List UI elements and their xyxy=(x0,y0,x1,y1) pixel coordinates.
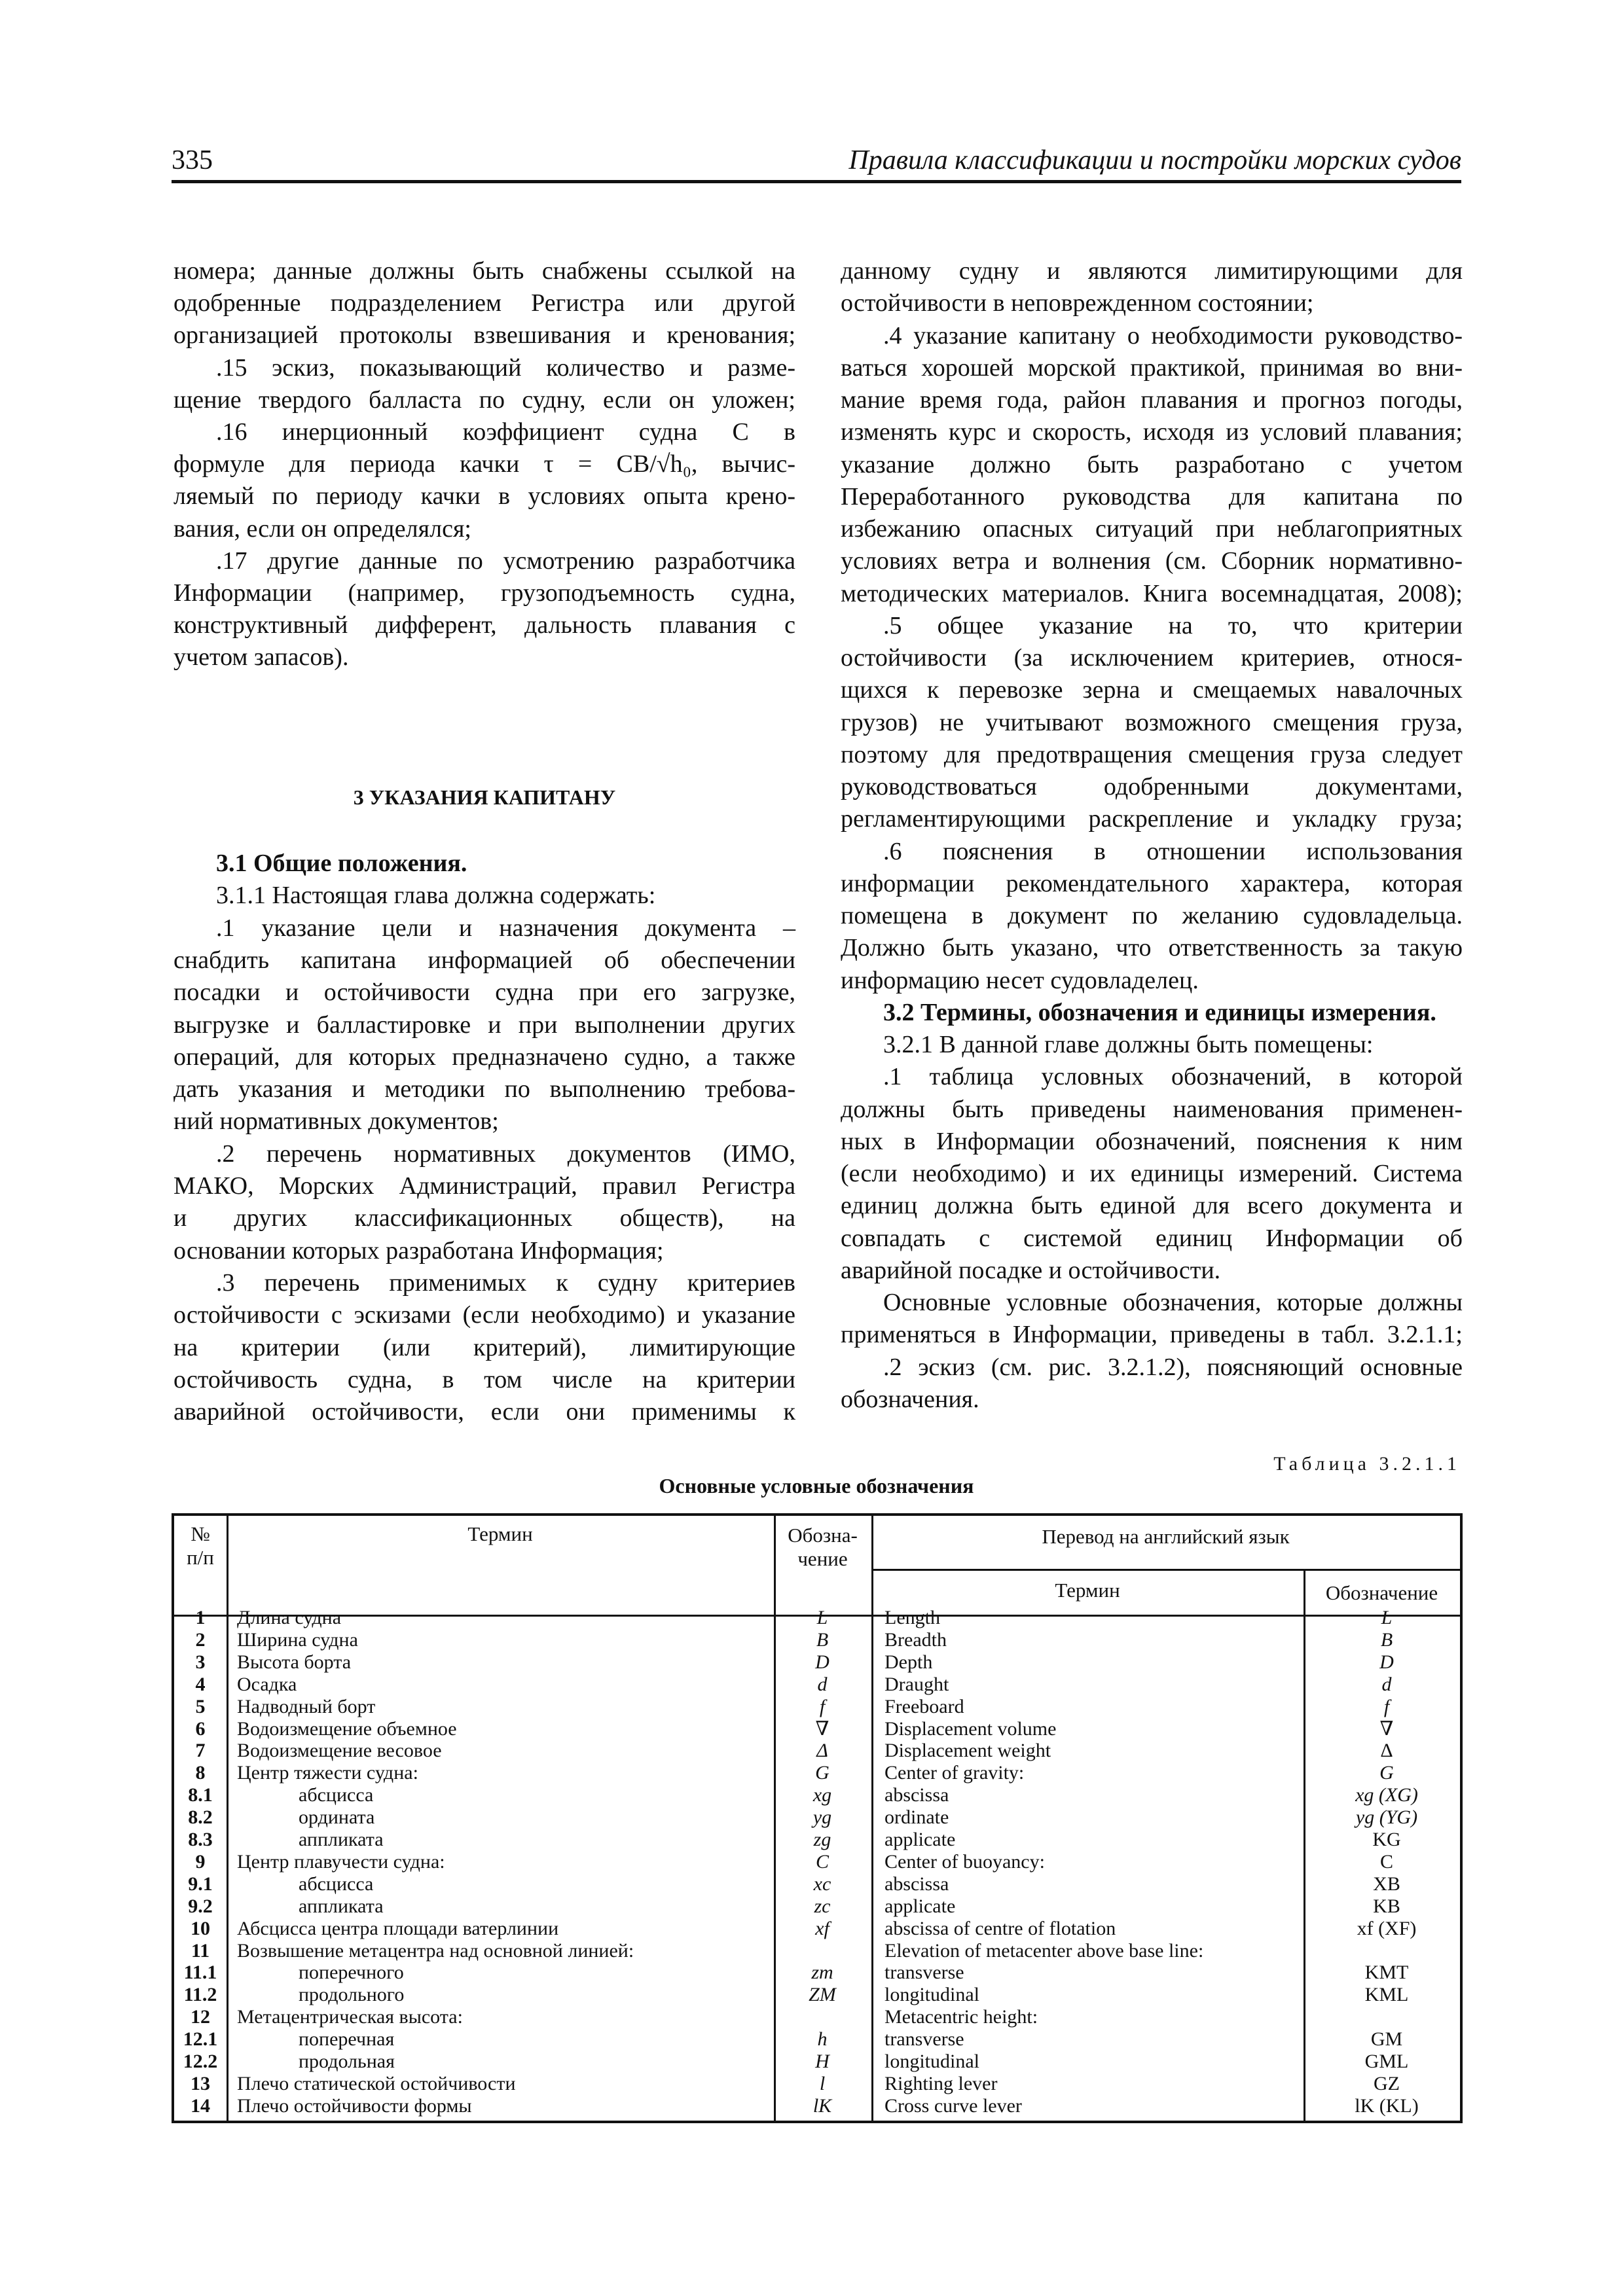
table-cell: l xyxy=(819,2072,826,2094)
table-cell: Depth xyxy=(884,1651,933,1673)
table-cell: KG xyxy=(1372,1829,1401,1850)
text-line: информацию несет судовладелец. xyxy=(841,966,1199,994)
text-line: указание должно быть разработано с учетом xyxy=(841,450,1463,478)
text-line: условиях ветра и волнения (см. Сборник нормативно- xyxy=(841,547,1463,575)
text-line: организацией протоколы взвешивания и кренования; xyxy=(173,321,795,350)
text-line: одобренные подразделением Регистра или другой xyxy=(173,289,795,317)
text-line: остойчивости в неповрежденном состоянии; xyxy=(841,289,1314,317)
table-cell: Осадка xyxy=(237,1673,297,1695)
table-cell: GZ xyxy=(1374,2072,1400,2094)
header-num-line1: № xyxy=(191,1522,210,1545)
table-cell: G xyxy=(1379,1762,1394,1784)
text-line: регламентирующими раскрепление и укладку груза; xyxy=(841,805,1463,833)
table-label: Таблица 3.2.1.1 xyxy=(1273,1453,1461,1475)
text-line: щение твердого балласта по судну, если он уложен; xyxy=(173,386,795,414)
table-cell: GM xyxy=(1370,2028,1403,2051)
text-line: информации рекомендательного характера, которая xyxy=(841,869,1463,897)
table-cell: G xyxy=(815,1762,830,1784)
header-symbol xyxy=(774,1524,871,1571)
text-line: .15 эскиз, показывающий количество и разме- xyxy=(216,353,795,382)
text-line: избежанию опасных ситуаций при неблагоприятных xyxy=(841,515,1463,543)
table-cell: xc xyxy=(813,1873,831,1895)
table-cell: KB xyxy=(1373,1895,1400,1917)
table-cell: продольная xyxy=(299,2051,395,2072)
text-line: Переработанного руководства для капитана по xyxy=(841,482,1463,511)
table-cell: KMT xyxy=(1364,1962,1409,1984)
table-cell: поперечная xyxy=(299,2028,395,2051)
table-hline xyxy=(871,1569,1460,1571)
table-cell: C xyxy=(815,1850,829,1873)
table-cell: L xyxy=(1381,1607,1393,1628)
text-line: .6 пояснения в отношении использования xyxy=(883,837,1463,865)
table-vline xyxy=(774,1516,776,2121)
table-vline xyxy=(1304,1569,1305,2121)
text-line: номера; данные должны быть снабжены ссылкой на xyxy=(173,257,795,285)
table-cell: Breadth xyxy=(884,1628,947,1651)
text-line: остойчивости (за исключением критериев, относя- xyxy=(841,644,1463,672)
table-cell: 8.3 xyxy=(188,1829,213,1850)
table-cell: 6 xyxy=(195,1717,206,1740)
text-line: грузов) не учитывают возможного смещения груза, xyxy=(841,708,1463,736)
table-cell: xg xyxy=(812,1784,832,1806)
table-cell: Center of gravity: xyxy=(884,1762,1025,1784)
table-cell: поперечного xyxy=(299,1962,404,1984)
symbols-table xyxy=(172,1513,1463,2123)
table-vline xyxy=(227,1516,228,2121)
table-cell: f xyxy=(1383,1695,1390,1717)
table-cell: applicate xyxy=(884,1895,956,1917)
table-cell: Ширина судна xyxy=(237,1628,358,1651)
table-cell: абсцисса xyxy=(299,1873,374,1895)
text-line: данному судну и являются лимитирующими для xyxy=(841,257,1463,285)
table-cell: 10 xyxy=(191,1917,210,1939)
header-term: Термин xyxy=(467,1522,533,1545)
table-cell: longitudinal xyxy=(884,2051,979,2072)
table-cell: L xyxy=(816,1607,828,1628)
table-cell: zg xyxy=(813,1829,831,1850)
text-line: единиц должна быть единой для всего документа и xyxy=(841,1192,1463,1220)
table-cell: Elevation of metacenter above base line: xyxy=(884,1939,1204,1962)
header-num-line2: п/п xyxy=(187,1546,214,1569)
text-line: .2 эскиз (см. рис. 3.2.1.2), поясняющий основные xyxy=(883,1353,1463,1381)
table-cell: Δ xyxy=(816,1740,828,1762)
table-cell: 8.2 xyxy=(188,1806,213,1829)
text-line: основании которых разработана Информация; xyxy=(173,1236,664,1265)
table-cell: аппликата xyxy=(299,1829,384,1850)
table-cell: zm xyxy=(811,1962,833,1984)
table-cell: Displacement weight xyxy=(884,1740,1051,1762)
table-cell: abscissa xyxy=(884,1873,949,1895)
text-line: формуле для периода качки τ = CB/√h₀, вычис- xyxy=(173,450,795,478)
table-cell: d xyxy=(1381,1673,1392,1695)
text-line: обозначения. xyxy=(841,1385,979,1413)
text-line: конструктивный дифферент, дальность плавания с xyxy=(173,611,795,639)
table-cell: ордината xyxy=(299,1806,375,1829)
text-line: помещена в документ по желанию судовладельца. xyxy=(841,902,1463,929)
text-line: .4 указание капитану о необходимости руководство- xyxy=(883,321,1463,350)
table-cell: 11.1 xyxy=(183,1962,217,1984)
table-cell: yg xyxy=(812,1806,832,1829)
table-cell: H xyxy=(815,2051,830,2072)
table-cell: transverse xyxy=(884,2028,964,2051)
table-cell: Центр тяжести судна: xyxy=(237,1762,418,1784)
table-cell: Length xyxy=(884,1607,940,1628)
table-cell: yg (YG) xyxy=(1355,1806,1418,1829)
running-title: Правила классификации и постройки морских судов xyxy=(848,145,1461,175)
text-line: изменять курс и скорость, исходя из условий плавания; xyxy=(841,418,1463,446)
table-cell: Водоизмещение весовое xyxy=(237,1740,442,1762)
table-cell: продольного xyxy=(299,1984,405,2006)
text-line: 3.2 Термины, обозначения и единицы измерения. xyxy=(883,998,1436,1026)
table-vline xyxy=(871,1516,873,2121)
text-line: 3.2.1 В данной главе должны быть помещены: xyxy=(883,1031,1374,1058)
header-eng-symbol: Обозначение xyxy=(1325,1581,1438,1604)
table-cell: Надводный борт xyxy=(237,1695,376,1717)
text-line: остойчивости с эскизами (если необходимо) и указание xyxy=(173,1301,795,1329)
table-cell: 5 xyxy=(195,1695,206,1717)
table-cell: h xyxy=(817,2028,828,2051)
table-cell: ∇ xyxy=(815,1717,830,1740)
page-number: 335 xyxy=(172,145,213,175)
table-cell: 4 xyxy=(195,1673,206,1695)
table-cell: D xyxy=(1379,1651,1394,1673)
table-cell: абсцисса xyxy=(299,1784,374,1806)
table-cell: zc xyxy=(814,1895,831,1917)
table-cell: applicate xyxy=(884,1829,956,1850)
table-cell: longitudinal xyxy=(884,1984,979,2006)
table-cell: Center of buoyancy: xyxy=(884,1850,1045,1873)
table-cell: KML xyxy=(1364,1984,1409,2006)
text-line: совпадать с системой единиц Информации об xyxy=(841,1224,1463,1252)
text-line: 3.1.1 Настоящая глава должна содержать: xyxy=(216,882,656,910)
text-line: (если необходимо) и их единицы измерений. Система xyxy=(841,1160,1463,1187)
table-cell: Длина судна xyxy=(237,1607,342,1628)
text-line: на критерии (или критерий), лимитирующие xyxy=(173,1333,795,1361)
text-line: .17 другие данные по усмотрению разработчика xyxy=(216,547,795,575)
text-line: операций, для которых предназначено судно, а также xyxy=(173,1043,795,1071)
text-line: аварийной посадке и остойчивости. xyxy=(841,1256,1221,1284)
table-cell: Righting lever xyxy=(884,2072,998,2094)
text-line: дать указания и методики по выполнению требова- xyxy=(173,1075,795,1103)
table-cell: 13 xyxy=(191,2072,210,2094)
text-line: ных в Информации обозначений, пояснения к ним xyxy=(841,1127,1463,1155)
text-line: ваться хорошей морской практикой, принимая во вни- xyxy=(841,353,1463,382)
table-cell: Freeboard xyxy=(884,1695,964,1717)
table-cell: Водоизмещение объемное xyxy=(237,1717,457,1740)
table-cell: Draught xyxy=(884,1673,949,1695)
table-cell: Cross curve lever xyxy=(884,2094,1022,2117)
table-cell: Высота борта xyxy=(237,1651,352,1673)
table-cell: Возвышение метацентра над основной линией: xyxy=(237,1939,634,1962)
table-cell: GML xyxy=(1364,2051,1409,2072)
table-cell: C xyxy=(1379,1850,1393,1873)
table-cell: lK xyxy=(812,2094,832,2117)
table-cell: 3 xyxy=(195,1651,206,1673)
table-cell: xf (XF) xyxy=(1357,1917,1417,1939)
table-cell: Δ xyxy=(1380,1740,1393,1762)
header-symbol-line1: Обозна- xyxy=(788,1524,858,1547)
page-header xyxy=(172,146,1461,183)
header-eng-term: Термин xyxy=(1055,1579,1120,1602)
table-cell: 12 xyxy=(191,2006,210,2028)
text-line: применяться в Информации, приведены в табл. 3.2.1.1; xyxy=(841,1321,1463,1349)
table-cell: Плечо статической остойчивости xyxy=(237,2072,516,2094)
table-cell: 9.1 xyxy=(188,1873,213,1895)
table-cell: 8.1 xyxy=(188,1784,213,1806)
text-line: вания, если он определялся; xyxy=(173,514,471,543)
table-cell: Плечо остойчивости формы xyxy=(237,2094,472,2117)
header-symbol-line2: чение xyxy=(797,1547,848,1570)
table-cell: Центр плавучести судна: xyxy=(237,1850,445,1873)
table-cell: Абсцисса центра площади ватерлинии xyxy=(237,1917,559,1939)
text-line: методических материалов. Книга восемнадцатая, 2008); xyxy=(841,579,1463,607)
text-line: выгрузке и балластировке и при выполнении других xyxy=(173,1011,795,1039)
text-line: поэтому для предотвращения смещения груза следует xyxy=(841,740,1463,768)
table-cell: 8 xyxy=(195,1762,206,1784)
section-title: 3 УКАЗАНИЯ КАПИТАНУ xyxy=(353,785,616,809)
table-cell: 11.2 xyxy=(183,1984,217,2006)
text-line: Информации (например, грузоподъемность судна, xyxy=(173,579,795,607)
text-line: Должно быть указано, что ответственность за такую xyxy=(841,934,1463,962)
text-line: должны быть приведены наименования применен- xyxy=(841,1095,1463,1123)
table-cell: D xyxy=(815,1651,830,1673)
table-cell: Метацентрическая высота: xyxy=(237,2006,463,2028)
table-cell: 14 xyxy=(191,2094,210,2117)
table-cell: d xyxy=(817,1673,828,1695)
text-line: аварийной остойчивости, если они применимы к xyxy=(173,1398,795,1426)
table-cell: Displacement volume xyxy=(884,1717,1057,1740)
text-line: и других классификационных обществ), на xyxy=(173,1204,795,1232)
text-line: МАКО, Морских Администраций, правил Регистра xyxy=(173,1172,795,1200)
text-line: .2 перечень нормативных документов (ИМО, xyxy=(216,1139,795,1168)
table-cell: B xyxy=(816,1628,829,1651)
text-line: ний нормативных документов; xyxy=(173,1107,499,1136)
text-line: учетом запасов). xyxy=(173,643,349,672)
table-cell: transverse xyxy=(884,1962,964,1984)
table-cell: 2 xyxy=(195,1628,206,1651)
text-line: остойчивость судна, в том числе на критерии xyxy=(173,1365,795,1393)
text-line: .3 перечень применимых к судну критериев xyxy=(216,1268,795,1297)
text-line: .1 таблица условных обозначений, в которой xyxy=(883,1063,1463,1091)
table-caption: Основные условные обозначения xyxy=(659,1474,974,1498)
table-cell: 9 xyxy=(195,1850,206,1873)
table-cell: ∇ xyxy=(1379,1717,1394,1740)
table-cell: ZM xyxy=(809,1984,836,2006)
table-cell: abscissa xyxy=(884,1784,949,1806)
table-cell: 12.2 xyxy=(183,2051,218,2072)
header-translation: Перевод на английский язык xyxy=(1042,1525,1290,1548)
table-cell: 12.1 xyxy=(183,2028,218,2051)
text-line: Основные условные обозначения, которые должны xyxy=(883,1289,1463,1316)
table-cell: xf xyxy=(815,1917,830,1939)
table-cell: аппликата xyxy=(299,1895,384,1917)
text-line: .16 инерционный коэффициент судна C в xyxy=(216,418,795,446)
text-line: мание время года, район плавания и прогноз погоды, xyxy=(841,386,1463,414)
table-cell: 7 xyxy=(195,1740,206,1762)
table-cell: abscissa of centre of flotation xyxy=(884,1917,1116,1939)
text-line: щихся к перевозке зерна и смещаемых навалочных xyxy=(841,676,1463,704)
text-line: снабдить капитана информацией об обеспечении xyxy=(173,946,795,974)
table-cell: B xyxy=(1380,1628,1393,1651)
table-cell: 9.2 xyxy=(188,1895,213,1917)
table-cell: f xyxy=(819,1695,826,1717)
text-line: .1 указание цели и назначения документа – xyxy=(216,914,795,942)
table-cell: lK (KL) xyxy=(1355,2094,1419,2117)
table-cell: ordinate xyxy=(884,1806,949,1829)
table-cell: 1 xyxy=(195,1607,206,1628)
text-line: посадки и остойчивости судна при его загрузке, xyxy=(173,978,795,1007)
table-cell: 11 xyxy=(191,1939,210,1962)
table-cell: XB xyxy=(1373,1873,1400,1895)
header-num xyxy=(174,1522,227,1570)
text-line: руководствоваться одобренными документами, xyxy=(841,773,1463,800)
text-line: ляемый по периоду качки в условиях опыта крено- xyxy=(173,482,795,511)
text-line: .5 общее указание на то, что критерии xyxy=(883,611,1463,639)
text-line: 3.1 Общие положения. xyxy=(216,850,467,877)
table-cell: Metacentric height: xyxy=(884,2006,1038,2028)
table-cell: xg (XG) xyxy=(1355,1784,1418,1806)
